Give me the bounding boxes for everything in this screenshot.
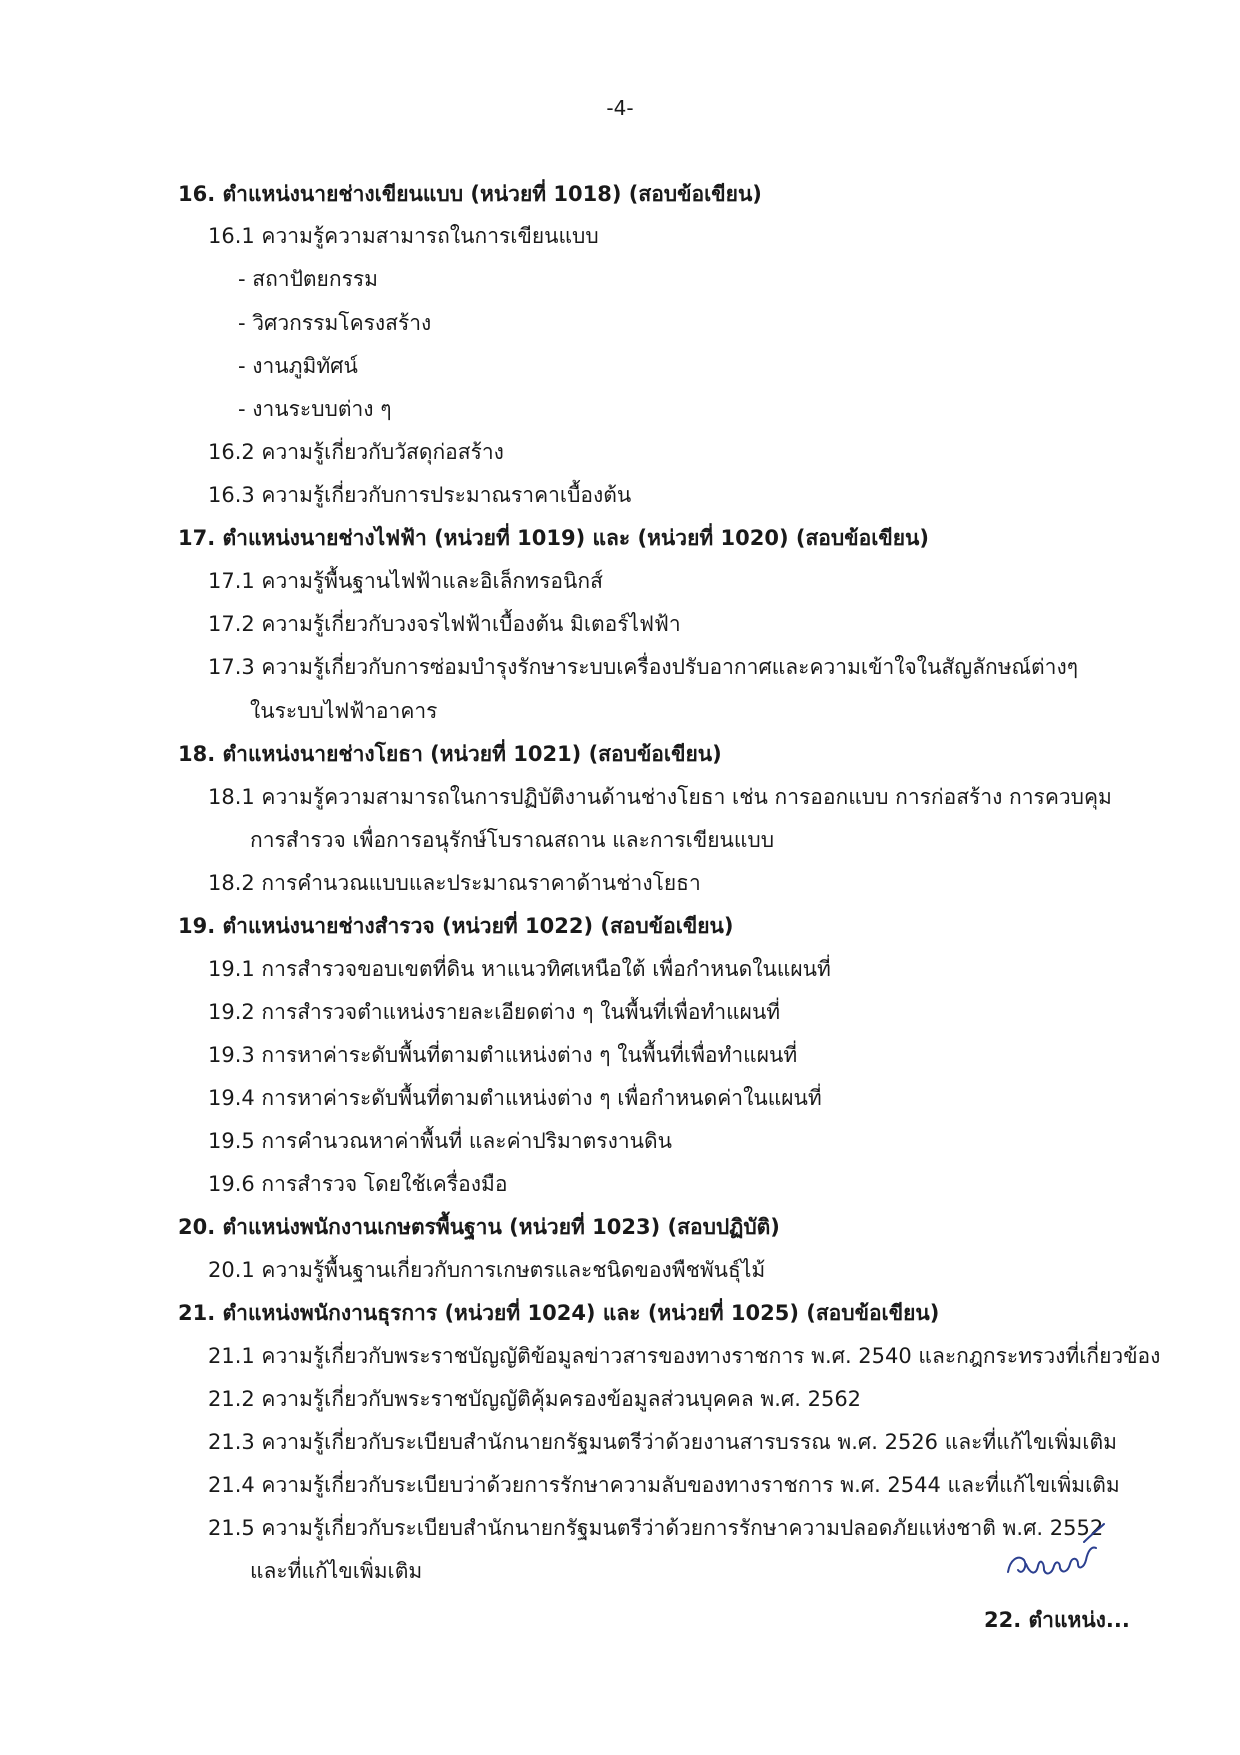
item-19-4: 19.4 การหาค่าระดับพื้นที่ตามตำแหน่งต่าง ๆ เพื่อกำหนดค่าในแผนที่: [208, 1086, 822, 1110]
section-17-heading: 17. ตำแหน่งนายช่างไฟฟ้า (หน่วยที่ 1019) และ (หน่วยที่ 1020) (สอบข้อเขียน): [178, 526, 929, 550]
section-21-heading: 21. ตำแหน่งพนักงานธุรการ (หน่วยที่ 1024) และ (หน่วยที่ 1025) (สอบข้อเขียน): [178, 1301, 940, 1325]
continuation-note: 22. ตำแหน่ง...: [984, 1608, 1130, 1632]
section-19-heading: 19. ตำแหน่งนายช่างสำรวจ (หน่วยที่ 1022) (สอบข้อเขียน): [178, 914, 734, 938]
item-19-2: 19.2 การสำรวจตำแหน่งรายละเอียดต่าง ๆ ในพื้นที่เพื่อทำแผนที่: [208, 1000, 781, 1024]
item-21-4: 21.4 ความรู้เกี่ยวกับระเบียบว่าด้วยการรักษาความลับของทางราชการ พ.ศ. 2544 และที่แก้ไขเพิ่มเติม: [208, 1473, 1120, 1497]
item-21-5-continued: และที่แก้ไขเพิ่มเติม: [250, 1559, 423, 1583]
item-16-1-bullet-3: - งานภูมิทัศน์: [238, 354, 358, 378]
item-16-2: 16.2 ความรู้เกี่ยวกับวัสดุก่อสร้าง: [208, 440, 504, 464]
item-16-1-bullet-4: - งานระบบต่าง ๆ: [238, 397, 392, 421]
item-20-1: 20.1 ความรู้พื้นฐานเกี่ยวกับการเกษตรและชนิดของพืชพันธุ์ไม้: [208, 1258, 766, 1282]
item-17-1: 17.1 ความรู้พื้นฐานไฟฟ้าและอิเล็กทรอนิกส์: [208, 569, 603, 593]
item-19-5: 19.5 การคำนวณหาค่าพื้นที่ และค่าปริมาตรงานดิน: [208, 1129, 672, 1153]
section-16-heading: 16. ตำแหน่งนายช่างเขียนแบบ (หน่วยที่ 1018) (สอบข้อเขียน): [178, 182, 762, 206]
item-17-3: 17.3 ความรู้เกี่ยวกับการซ่อมบำรุงรักษาระบบเครื่องปรับอากาศและความเข้าใจในสัญลักษณ์ต่างๆ: [208, 655, 1079, 679]
section-18-heading: 18. ตำแหน่งนายช่างโยธา (หน่วยที่ 1021) (สอบข้อเขียน): [178, 742, 722, 766]
item-16-3: 16.3 ความรู้เกี่ยวกับการประมาณราคาเบื้องต้น: [208, 483, 632, 507]
item-21-2: 21.2 ความรู้เกี่ยวกับพระราชบัญญัติคุ้มครองข้อมูลส่วนบุคคล พ.ศ. 2562: [208, 1387, 862, 1411]
page-number: -4-: [606, 96, 634, 120]
item-16-1-bullet-1: - สถาปัตยกรรม: [238, 267, 378, 291]
item-18-1: 18.1 ความรู้ความสามารถในการปฏิบัติงานด้านช่างโยธา เช่น การออกแบบ การก่อสร้าง การควบคุม: [208, 785, 1112, 809]
item-18-2: 18.2 การคำนวณแบบและประมาณราคาด้านช่างโยธา: [208, 871, 701, 895]
item-17-2: 17.2 ความรู้เกี่ยวกับวงจรไฟฟ้าเบื้องต้น มิเตอร์ไฟฟ้า: [208, 612, 681, 636]
item-18-1-continued: การสำรวจ เพื่อการอนุรักษ์โบราณสถาน และการเขียนแบบ: [250, 828, 775, 852]
item-19-1: 19.1 การสำรวจขอบเขตที่ดิน หาแนวทิศเหนือใต้ เพื่อกำหนดในแผนที่: [208, 957, 831, 981]
item-21-1: 21.1 ความรู้เกี่ยวกับพระราชบัญญัติข้อมูลข่าวสารของทางราชการ พ.ศ. 2540 และกฎกระทรวงที่เกี่ยวข้อง: [208, 1344, 1161, 1368]
item-16-1-bullet-2: - วิศวกรรมโครงสร้าง: [238, 311, 432, 335]
item-21-3: 21.3 ความรู้เกี่ยวกับระเบียบสำนักนายกรัฐมนตรีว่าด้วยงานสารบรรณ พ.ศ. 2526 และที่แก้ไขเพิ่มเติม: [208, 1430, 1117, 1454]
item-17-3-continued: ในระบบไฟฟ้าอาคาร: [250, 699, 438, 723]
item-16-1: 16.1 ความรู้ความสามารถในการเขียนแบบ: [208, 224, 599, 248]
section-20-heading: 20. ตำแหน่งพนักงานเกษตรพื้นฐาน (หน่วยที่ 1023) (สอบปฏิบัติ): [178, 1215, 780, 1239]
handwritten-signature: [1000, 1520, 1110, 1590]
item-19-6: 19.6 การสำรวจ โดยใช้เครื่องมือ: [208, 1172, 508, 1196]
item-21-5: 21.5 ความรู้เกี่ยวกับระเบียบสำนักนายกรัฐมนตรีว่าด้วยการรักษาความปลอดภัยแห่งชาติ พ.ศ. 2552: [208, 1516, 1104, 1540]
item-19-3: 19.3 การหาค่าระดับพื้นที่ตามตำแหน่งต่าง ๆ ในพื้นที่เพื่อทำแผนที่: [208, 1043, 798, 1067]
